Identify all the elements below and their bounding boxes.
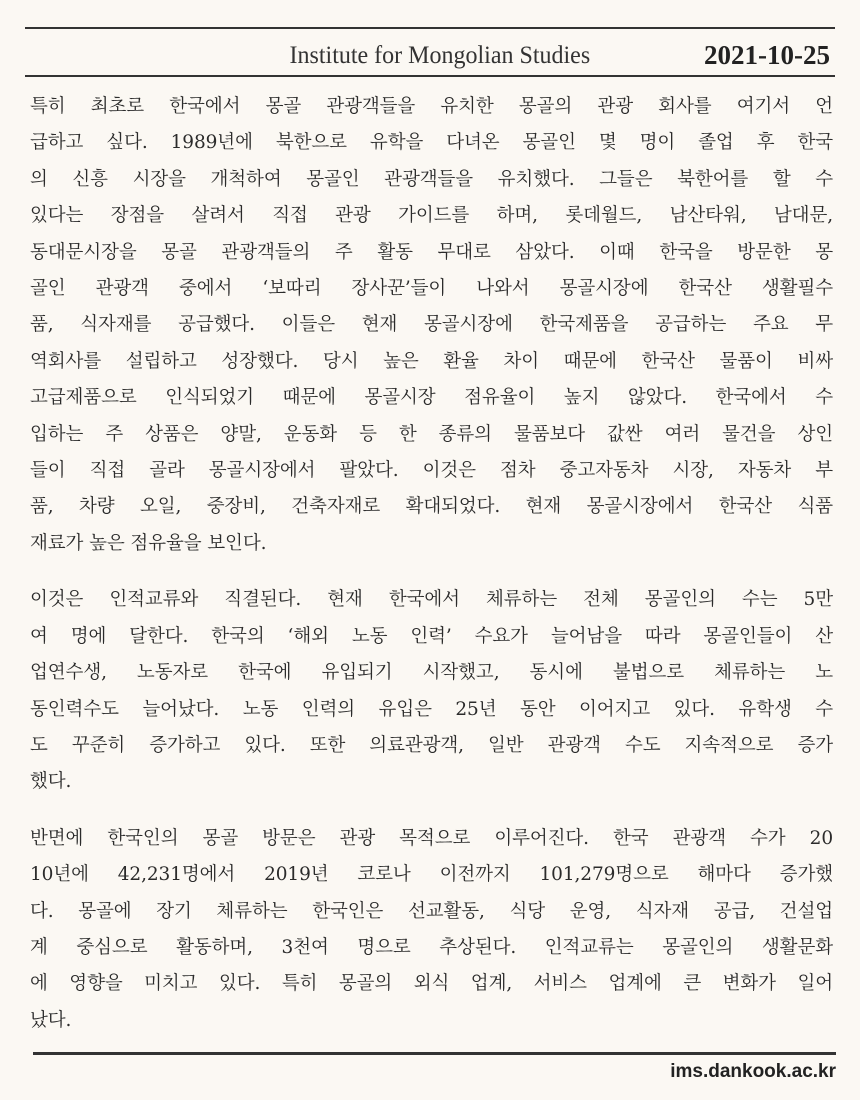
- text-line: 입하는 주 상품은 양말, 운동화 등 한 종류의 물품보다 값싼 여러 물건을 상인: [30, 423, 834, 445]
- text-line: 이것은 인적교류와 직결된다. 현재 한국에서 체류하는 전체 몽골인의 수는 5만: [30, 589, 833, 611]
- text-line: 품, 식자재를 공급했다. 이들은 현재 몽골시장에 한국제품을 공급하는 주요 무: [30, 314, 833, 336]
- text-line: 역회사를 설립하고 성장했다. 당시 높은 환율 차이 때문에 한국산 물품이 비싸: [30, 350, 833, 372]
- footer-rule: [33, 1052, 836, 1055]
- text-line: 났다.: [30, 1009, 72, 1031]
- text-line: 품, 차량 오일, 중장비, 건축자재로 확대되었다. 현재 몽골시장에서 한국산 식품: [30, 496, 833, 518]
- text-line: 재료가 높은 점유율을 보인다.: [30, 532, 267, 554]
- text-line: 계 중심으로 활동하며, 3천여 명으로 추상된다. 인적교류는 몽골인의 생활문화: [30, 936, 833, 958]
- article-body: [30, 89, 833, 1059]
- text-line: 고급제품으로 인식되었기 때문에 몽골시장 점유율이 높지 않았다. 한국에서 수: [30, 387, 833, 409]
- text-line: 했다.: [30, 771, 72, 793]
- text-line: 반면에 한국인의 몽골 방문은 관광 목적으로 이루어진다. 한국 관광객 수가 20: [30, 827, 833, 849]
- paragraph: [30, 89, 833, 562]
- page-header: [25, 38, 832, 76]
- publication-date: 2021-10-25: [704, 40, 830, 70]
- text-line: 골인 관광객 중에서 ‘보따리 장사꾼’들이 나와서 몽골시장에 한국산 생활필수: [30, 278, 833, 300]
- text-line: 동인력수도 늘어났다. 노동 인력의 유입은 25년 동안 이어지고 있다. 유학생 수: [30, 698, 833, 720]
- header-bottom-rule: [25, 75, 835, 77]
- institute-title: Institute for Mongolian Studies: [289, 42, 590, 69]
- text-line: 들이 직접 골라 몽골시장에서 팔았다. 이것은 점차 중고자동차 시장, 자동차 부: [30, 460, 833, 482]
- text-line: 업연수생, 노동자로 한국에 유입되기 시작했고, 동시에 불법으로 체류하는 노: [30, 662, 833, 684]
- footer-website: ims.dankook.ac.kr: [670, 1061, 836, 1082]
- text-line: 10년에 42,231명에서 2019년 코로나 이전까지 101,279명으로 해마다 증가했: [30, 864, 833, 886]
- text-line: 동대문시장을 몽골 관광객들의 주 활동 무대로 삼았다. 이때 한국을 방문한 몽: [30, 241, 833, 263]
- text-line: 특히 최초로 한국에서 몽골 관광객들을 유치한 몽골의 관광 회사를 여기서 언: [30, 96, 833, 117]
- paragraph: [30, 582, 833, 800]
- paragraph: [30, 821, 833, 1039]
- text-line: 에 영향을 미치고 있다. 특히 몽골의 외식 업계, 서비스 업계에 큰 변화가 일어: [30, 973, 833, 995]
- text-line: 의 신흥 시장을 개척하여 몽골인 관광객들을 유치했다. 그들은 북한어를 할 수: [30, 168, 833, 190]
- text-line: 있다는 장점을 살려서 직접 관광 가이드를 하며, 롯데월드, 남산타워, 남대문,: [30, 205, 833, 227]
- text-line: 도 꾸준히 증가하고 있다. 또한 의료관광객, 일반 관광객 수도 지속적으로 증가: [30, 734, 833, 756]
- text-line: 다. 몽골에 장기 체류하는 한국인은 선교활동, 식당 운영, 식자재 공급, 건설업: [30, 900, 833, 922]
- text-line: 여 명에 달한다. 한국의 ‘해외 노동 인력’ 수요가 늘어남을 따라 몽골인들이 산: [30, 625, 833, 647]
- header-top-rule: [25, 27, 835, 29]
- text-line: 급하고 싶다. 1989년에 북한으로 유학을 다녀온 몽골인 몇 명이 졸업 후 한국: [30, 132, 833, 154]
